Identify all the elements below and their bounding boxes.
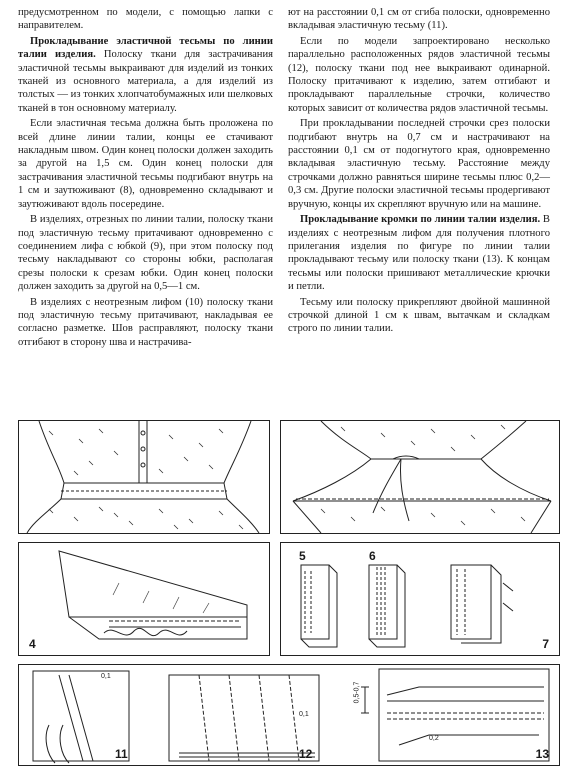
dimension-label: 0,2 [429,735,439,742]
fig111213-illustration [19,665,559,765]
figure-number: 5 [299,549,306,563]
right-text-column [288,6,550,338]
left-text-column [18,6,273,351]
dress-elastic-illustration [281,421,559,533]
paragraph: При прокладывании последней строчки срез полоски подгибают внутрь на 0,7 см и настрачивают на расстоянии 0,1 см от подогнутого края, одновременно вкладывая эластичную тесьму. Расстояние между строчками должно равняться ширине тесьмы плюс 0,2—0,3 см. Другие полоски эластичной тесьмы продергивают вручную, концы их скрепляют вручную или на машине. [288,118,550,210]
fig567-illustration [281,543,559,655]
paragraph: Если по модели запроектировано несколько параллельно расположенных рядов эластичной тесьмы (12), полоску ткани под нее выкраивают одинарной. Полоску притачивают к изделию, затем отгибают и прокладывают параллельные строчки, количество которых зависит от количества рядов эластичной тесьмы. [288,35,550,114]
paragraph: Прокладывание кромки по линии талии изделия. В изделиях с неотрезным лифом для получения плотного прилегания изделия по фигуре по линии талии прокладывают тесьму или полоску ткани (13). К концам тесьмы или полоски пришивают металлические крючки и петли. [288,214,550,293]
dimension-label: 0,1 [299,711,309,718]
paragraph: Если эластичная тесьма должна быть проложена по всей длине линии талии, концы ее стачивают накладным швом. Один конец полоски должен заходить за другой на 1,5 см. Один конец полоски для застрачивания эластичной тесьмы подгибают внутрь на 1 см и заутюживают (8), одновременно складывают и заутюживают вдоль посередине. [18,118,273,210]
figure-number: 12 [299,747,313,761]
figure-number: 11 [115,747,128,761]
dress-waist-illustration [19,421,269,533]
figure-number: 13 [535,747,549,761]
figure-number: 6 [369,549,376,563]
illustrations-area [18,420,558,765]
fig4-illustration [19,543,269,655]
paragraph: предусмотренном по модели, с помощью лапки с направителем. [18,7,273,32]
section-heading: Прокладывание кромки по линии талии изделия. [300,214,541,226]
paragraph: В изделиях, отрезных по линии талии, полоску ткани под эластичную тесьму притачивают одновременно с соединением лифа с юбкой (9), при этом полоску под тесьму накладывают со стороны юбки, располагая срезы полоски к срезам юбки. Один конец полоски должен заходить за другой на 0,5—1 см. [18,214,273,293]
dimension-label: 0,1 [101,673,111,680]
section-heading: Прокладывание эластичной тесьмы по линии талии изделия. [18,35,273,61]
figure-dress-waist-elastic [280,420,560,534]
figure-4 [18,542,270,656]
figure-11-12-13 [18,664,560,766]
figure-5-6-7 [280,542,560,656]
figure-dress-waist-front [18,420,270,534]
dimension-label: 0,5-0,7 [353,681,361,704]
figure-number: 4 [29,637,36,651]
paragraph: Прокладывание эластичной тесьмы по линии талии изделия. Полоску ткани для застрачивания эластичной тесьмы выкраивают для изделий из тонких тканей из основного материала, а для изделий из толстых — из тонких хлопчатобумажных или шелковых тканей в тон основному материалу. [18,35,273,114]
paragraph: В изделиях с неотрезным лифом (10) полоску ткани под эластичную тесьму притачивают, накладывая ее согласно разметке. Шов расправляют, полоску ткани отгибают в сторону шва и настрачива- [18,296,273,348]
paragraph: Тесьму или полоску прикрепляют двойной машинной строчкой длиной 1 см к швам, вытачкам и складкам строго по линии талии. [288,296,550,335]
figure-number: 7 [542,637,549,651]
paragraph: ют на расстоянии 0,1 см от сгиба полоски, одновременно вкладывая эластичную тесьму (11). [288,7,550,32]
